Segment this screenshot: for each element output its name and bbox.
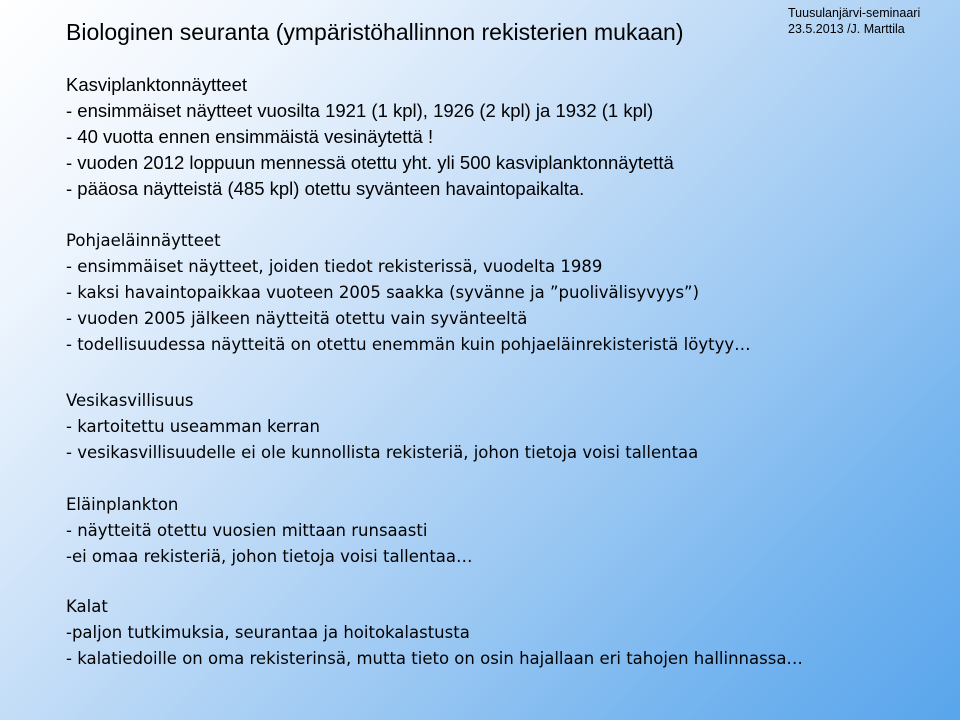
slide-title: Biologinen seuranta (ympäristöhallinnon rekisterien mukaan) bbox=[66, 19, 684, 45]
bullet-line: - vesikasvillisuudelle ei ole kunnollista rekisteriä, johon tietoja voisi tallentaa bbox=[66, 443, 699, 462]
bullet-line: - todellisuudessa näytteitä on otettu enemmän kuin pohjaeläinrekisteristä löytyy… bbox=[66, 335, 751, 354]
bullet-line: - näytteitä otettu vuosien mittaan runsaasti bbox=[66, 521, 428, 540]
bullet-line: - ensimmäiset näytteet, joiden tiedot rekisterissä, vuodelta 1989 bbox=[66, 257, 603, 276]
bullet-line: - 40 vuotta ennen ensimmäistä vesinäytettä ! bbox=[66, 126, 434, 147]
section-vesikasvillisuus bbox=[66, 388, 698, 466]
bullet-line: - kaksi havaintopaikkaa vuoteen 2005 saakka (syvänne ja ”puolivälisyvyys”) bbox=[66, 283, 700, 302]
header-note-date-author: 23.5.2013 /J. Marttila bbox=[788, 22, 905, 36]
section-heading: Kalat bbox=[66, 597, 108, 616]
bullet-line: - vuoden 2005 jälkeen näytteitä otettu vain syvänteeltä bbox=[66, 309, 528, 328]
bullet-line: - ensimmäiset näytteet vuosilta 1921 (1 kpl), 1926 (2 kpl) ja 1932 (1 kpl) bbox=[66, 100, 654, 121]
section-elainplankton bbox=[66, 492, 473, 570]
bullet-line: - vuoden 2012 loppuun mennessä otettu yht. yli 500 kasviplanktonnäytettä bbox=[66, 152, 674, 173]
header-note-event: Tuusulanjärvi-seminaari bbox=[788, 6, 921, 20]
bullet-line: - kartoitettu useamman kerran bbox=[66, 417, 321, 436]
bullet-line: - pääosa näytteistä (485 kpl) otettu syvänteen havaintopaikalta. bbox=[66, 178, 585, 199]
bullet-line: -paljon tutkimuksia, seurantaa ja hoitokalastusta bbox=[66, 623, 470, 642]
section-pohjaelain bbox=[66, 228, 751, 358]
section-kasviplankton bbox=[66, 72, 674, 202]
section-heading: Vesikasvillisuus bbox=[66, 391, 194, 410]
section-heading: Pohjaeläinnäytteet bbox=[66, 231, 221, 250]
section-heading: Kasviplanktonnäytteet bbox=[66, 74, 248, 95]
section-kalat bbox=[66, 594, 803, 672]
bullet-line: -ei omaa rekisteriä, johon tietoja voisi tallentaa… bbox=[66, 547, 473, 566]
bullet-line: - kalatiedoille on oma rekisterinsä, mutta tieto on osin hajallaan eri tahojen hallinnassa… bbox=[66, 649, 803, 668]
header-note bbox=[788, 5, 920, 37]
section-heading: Eläinplankton bbox=[66, 495, 179, 514]
